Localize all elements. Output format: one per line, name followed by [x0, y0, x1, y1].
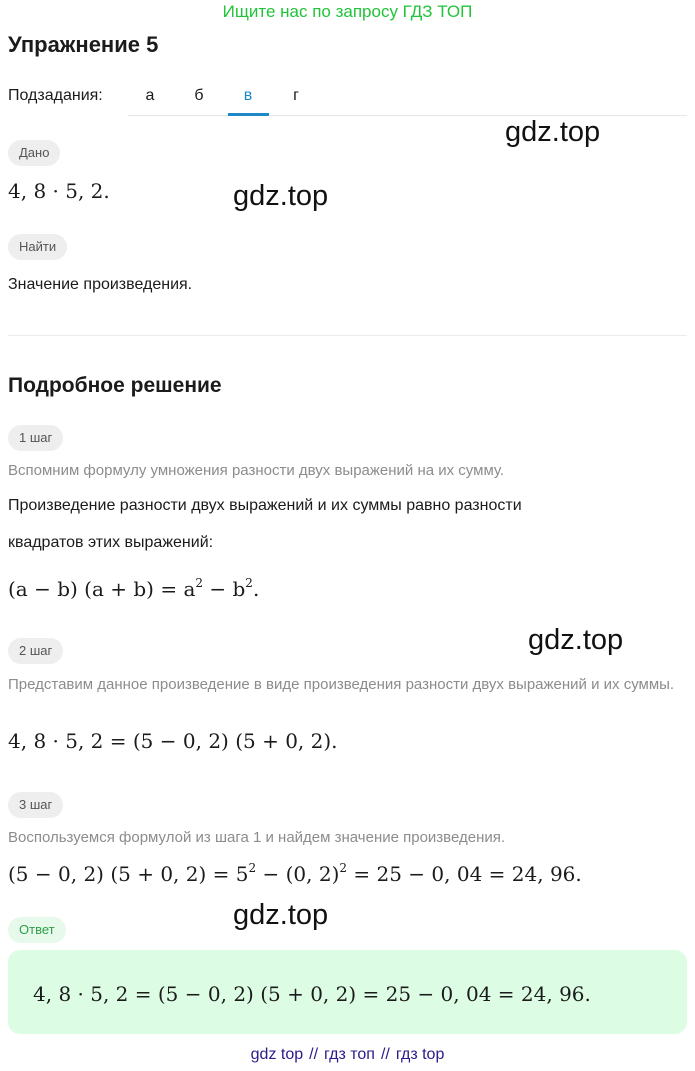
top-banner: Ищите нас по запросу ГДЗ ТОП	[222, 2, 473, 21]
step1-hint: Вспомним формулу умножения разности двух выражений на их сумму.	[8, 462, 505, 479]
step3-hint: Воспользуемся формулой из шага 1 и найдем значение произведения.	[8, 829, 506, 846]
solution-title: Подробное решение	[8, 374, 222, 397]
step3-formula: (5 − 0, 2) (5 + 0, $2) = 5^2 - (0$, 2)$^2$ = 25 − 0, 04 = 24, 96.	[8, 861, 582, 886]
watermark: gdz.top	[233, 899, 329, 931]
step1-text-line2: квадратов этих выражений:	[8, 534, 214, 551]
tabs-divider	[128, 115, 687, 116]
footer-links	[0, 1046, 695, 1064]
watermark: gdz.top	[528, 624, 624, 656]
step2-hint: Представим данное произведение в виде произведения разности двух выражений и их суммы.	[8, 676, 675, 693]
subtasks-label: Подзадания:	[8, 87, 103, 104]
tab-g[interactable]: г	[293, 87, 299, 104]
find-chip: Найти	[8, 234, 67, 260]
tab-a[interactable]: а	[145, 87, 155, 104]
footer-separator: //	[309, 1046, 319, 1063]
watermark: gdz.top	[505, 116, 601, 148]
given-expression: 4, 8 · 5, 2.	[8, 179, 110, 203]
answer-formula: 4, 8 · 5, 2 = (5 − 0, 2) (5 + 0, 2) = 25 − 0, 04 = 24, 96.	[33, 982, 591, 1006]
step1-text-line1: Произведение разности двух выражений и их суммы равно разности	[8, 497, 522, 514]
step2-formula: 4, 8 · 5, 2 = (5 − 0, 2) (5 + 0, 2).	[8, 729, 338, 753]
exercise-title: Упражнение 5	[8, 32, 159, 57]
footer-separator: //	[380, 1046, 390, 1063]
footer-link[interactable]: гдз top	[395, 1046, 445, 1063]
watermark: gdz.top	[233, 180, 329, 212]
tab-v[interactable]: в	[243, 87, 253, 104]
step1-chip: 1 шаг	[8, 425, 63, 451]
footer-link[interactable]: гдз топ	[324, 1046, 375, 1063]
answer-chip: Ответ	[8, 917, 66, 943]
tab-b[interactable]: б	[194, 87, 204, 104]
given-chip: Дано	[8, 140, 60, 166]
step2-chip: 2 шаг	[8, 638, 63, 664]
section-divider	[8, 335, 687, 336]
footer-link[interactable]: gdz top	[250, 1046, 304, 1063]
step1-formula: (a − b) $(a + b) = a^2 - b^2$.	[8, 576, 260, 601]
find-text: Значение произведения.	[8, 276, 193, 293]
active-tab-indicator	[228, 113, 269, 116]
step3-chip: 3 шаг	[8, 792, 63, 818]
